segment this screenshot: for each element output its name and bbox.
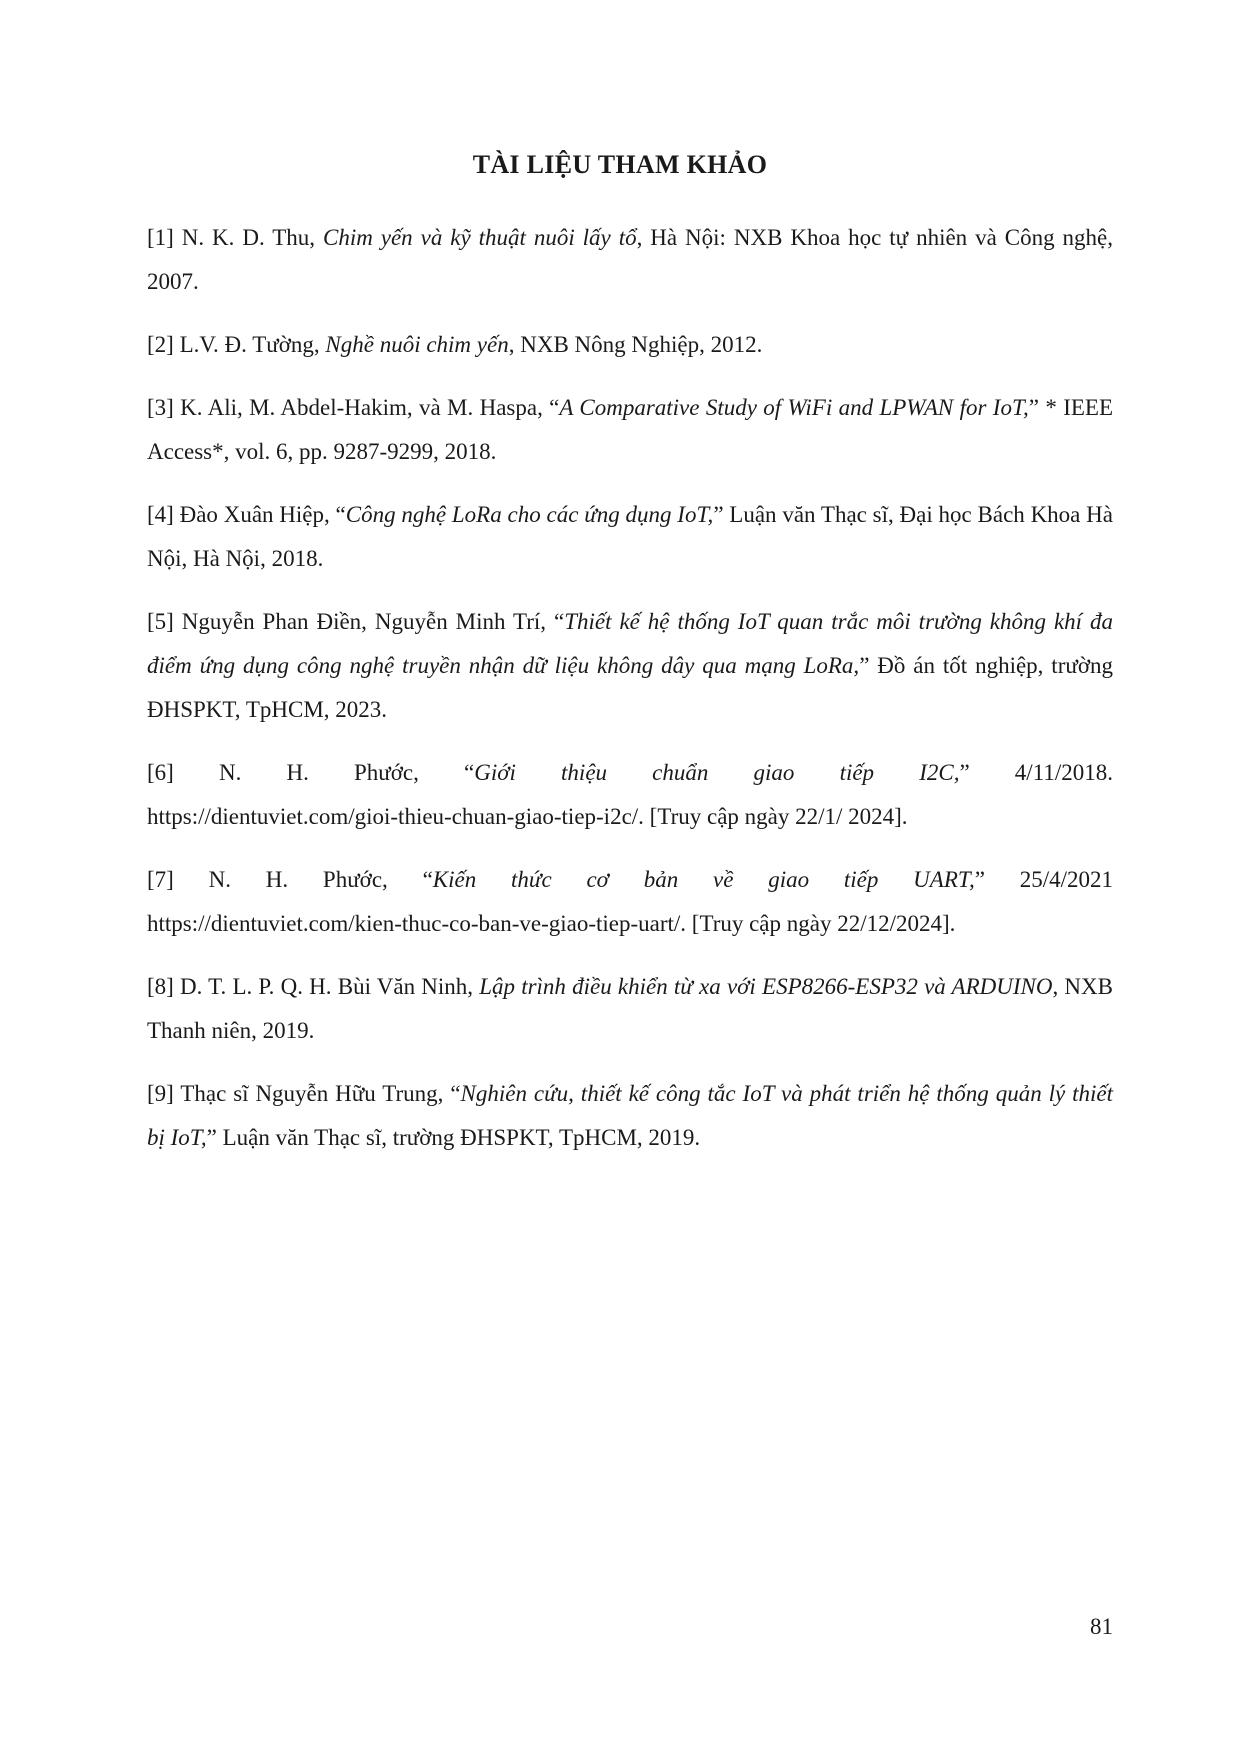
reference-item: [9] Thạc sĩ Nguyễn Hữu Trung, “Nghiên cứu, thiết kế công tắc IoT và phát triển hệ thống quản lý thiết bị IoT,” Luận văn Thạc sĩ, trường ĐHSPKT, TpHCM, 2019. [147, 1081, 1114, 1150]
reference-item: [8] D. T. L. P. Q. H. Bùi Văn Ninh, Lập trình điều khiển từ xa với ESP8266-ESP32 và ARDUINO, NXB Thanh niên, 2019. [147, 974, 1113, 1043]
reference-url: https://dientuviet.com/gioi-thieu-chuan-giao-tiep-i2c/. [Truy cập ngày 22/1/ 2024]. [147, 804, 908, 829]
reference-list [147, 216, 1113, 1179]
page-title: TÀI LIỆU THAM KHẢO [472, 150, 768, 179]
reference-url: https://dientuviet.com/kien-thuc-co-ban-ve-giao-tiep-uart/. [Truy cập ngày 22/12/2024]. [147, 911, 956, 936]
reference-item: [3] K. Ali, M. Abdel-Hakim, và M. Haspa, “A Comparative Study of WiFi and LPWAN for IoT,” * IEEE Access*, vol. 6, pp. 9287-9299, 2018. [147, 395, 1114, 464]
reference-item: [4] Đào Xuân Hiệp, “Công nghệ LoRa cho các ứng dụng IoT,” Luận văn Thạc sĩ, Đại học Bách Khoa Hà Nội, Hà Nội, 2018. [147, 502, 1113, 571]
reference-item: [5] Nguyễn Phan Điền, Nguyễn Minh Trí, “Thiết kế hệ thống IoT quan trắc môi trường không khí đa điểm ứng dụng công nghệ truyền nhận dữ liệu không dây qua mạng LoRa,” Đồ án tốt nghiệp, trường ĐHSPKT, TpHCM, 2023. [147, 609, 1113, 722]
reference-item: [1] N. K. D. Thu, Chim yến và kỹ thuật nuôi lấy tổ, Hà Nội: NXB Khoa học tự nhiên và Công nghệ, 2007. [147, 225, 1113, 294]
page-number: 81 [1090, 1614, 1113, 1639]
reference-item: [7] N. H. Phước, “Kiến thức cơ bản về giao tiếp UART,” 25/4/2021 https://dientuviet.com/kien-thuc-co-ban-ve-giao-tiep-uart/. [Truy cập ngày 22/12/2024]. [147, 858, 1113, 946]
reference-item: [2] L.V. Đ. Tường, Nghề nuôi chim yến, NXB Nông Nghiệp, 2012. [147, 332, 763, 357]
reference-item: [6] N. H. Phước, “Giới thiệu chuẩn giao tiếp I2C,” 4/11/2018. https://dientuviet.com/gioi-thieu-chuan-giao-tiep-i2c/. [Truy cập ngày 22/1/ 2024]. [147, 751, 1113, 839]
